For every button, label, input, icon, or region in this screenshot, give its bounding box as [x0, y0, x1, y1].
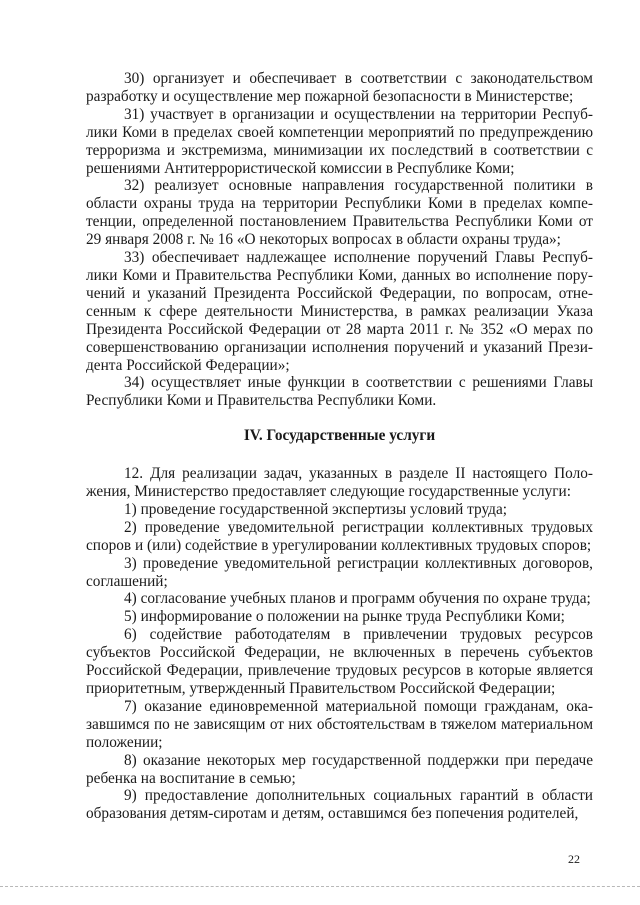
scan-edge-divider — [0, 886, 640, 887]
section-heading: IV. Государственные услуги — [243, 427, 436, 445]
service-item-8: 8) оказание некоторых мер государственной поддержки при передаче ребенка на воспитание в семью; — [86, 751, 593, 787]
paragraph-item-32: 32) реализует основные направления государственной политики в области охраны труда на территории Республики Коми в пределах компетенции, определенной постановлением Правительства Республики Коми от 29 января 2008 г. № 16 «О некоторых вопросах в области охраны труда»; — [86, 177, 593, 249]
page-number: 22 — [568, 852, 580, 866]
intro-paragraph: 12. Для реализации задач, указанных в разделе II настоящего Положения, Министерство предоставляет следующие государственные услуги: — [86, 465, 593, 501]
paragraph-item-31: 31) участвует в организации и осуществлении на территории Республики Коми в пределах своей компетенции мероприятий по предупреждению терроризма и экстремизма, минимизации их последствий в соответствии с решениями Антитеррористической комиссии в Республике Коми; — [86, 105, 593, 177]
paragraph-item-34: 34) осуществляет иные функции в соответствии с решениями Главы Республики Коми и Правительства Республики Коми. — [86, 374, 593, 410]
document-body — [86, 70, 593, 823]
service-item-7: 7) оказание единовременной материальной помощи гражданам, оказавшимся по не зависящим от них обстоятельствам в тяжелом материальном положении; — [86, 697, 593, 751]
service-item-1: 1) проведение государственной экспертизы условий труда; — [124, 500, 507, 518]
paragraph-item-33: 33) обеспечивает надлежащее исполнение поручений Главы Республики Коми и Правительства Республики Коми, данных во исполнение поручений и указаний Президента Российской Федерации, по вопросам, отнесенным к сфере деятельности Министерства, в рамках реализации Указа Президента Российской Федерации от 28 марта 2011 г. № 352 «О мерах по совершенствованию организации исполнения поручений и указаний Президента Российской Федерации»; — [86, 249, 593, 374]
service-item-2: 2) проведение уведомительной регистрации коллективных трудовых споров и (или) содействие в урегулировании коллективных трудовых споров; — [86, 518, 593, 554]
service-item-9: 9) предоставление дополнительных социальных гарантий в области образования детям-сиротам и детям, оставшимся без попечения родителей, — [86, 787, 593, 823]
service-item-6: 6) содействие работодателям в привлечении трудовых ресурсов субъектов Российской Федерации, не включенных в перечень субъектов Российской Федерации, привлечение трудовых ресурсов в которые является приоритетным, утвержденный Правительством Российской Федерации; — [86, 626, 593, 697]
service-item-4: 4) согласование учебных планов и программ обучения по охране труда; — [124, 590, 591, 608]
service-item-3: 3) проведение уведомительной регистрации коллективных договоров, соглашений; — [86, 554, 593, 590]
service-item-5: 5) информирование о положении на рынке труда Республики Коми; — [124, 608, 565, 626]
paragraph-item-30: 30) организует и обеспечивает в соответствии с законодательством разработку и осуществление мер пожарной безопасности в Министерстве; — [86, 70, 593, 105]
